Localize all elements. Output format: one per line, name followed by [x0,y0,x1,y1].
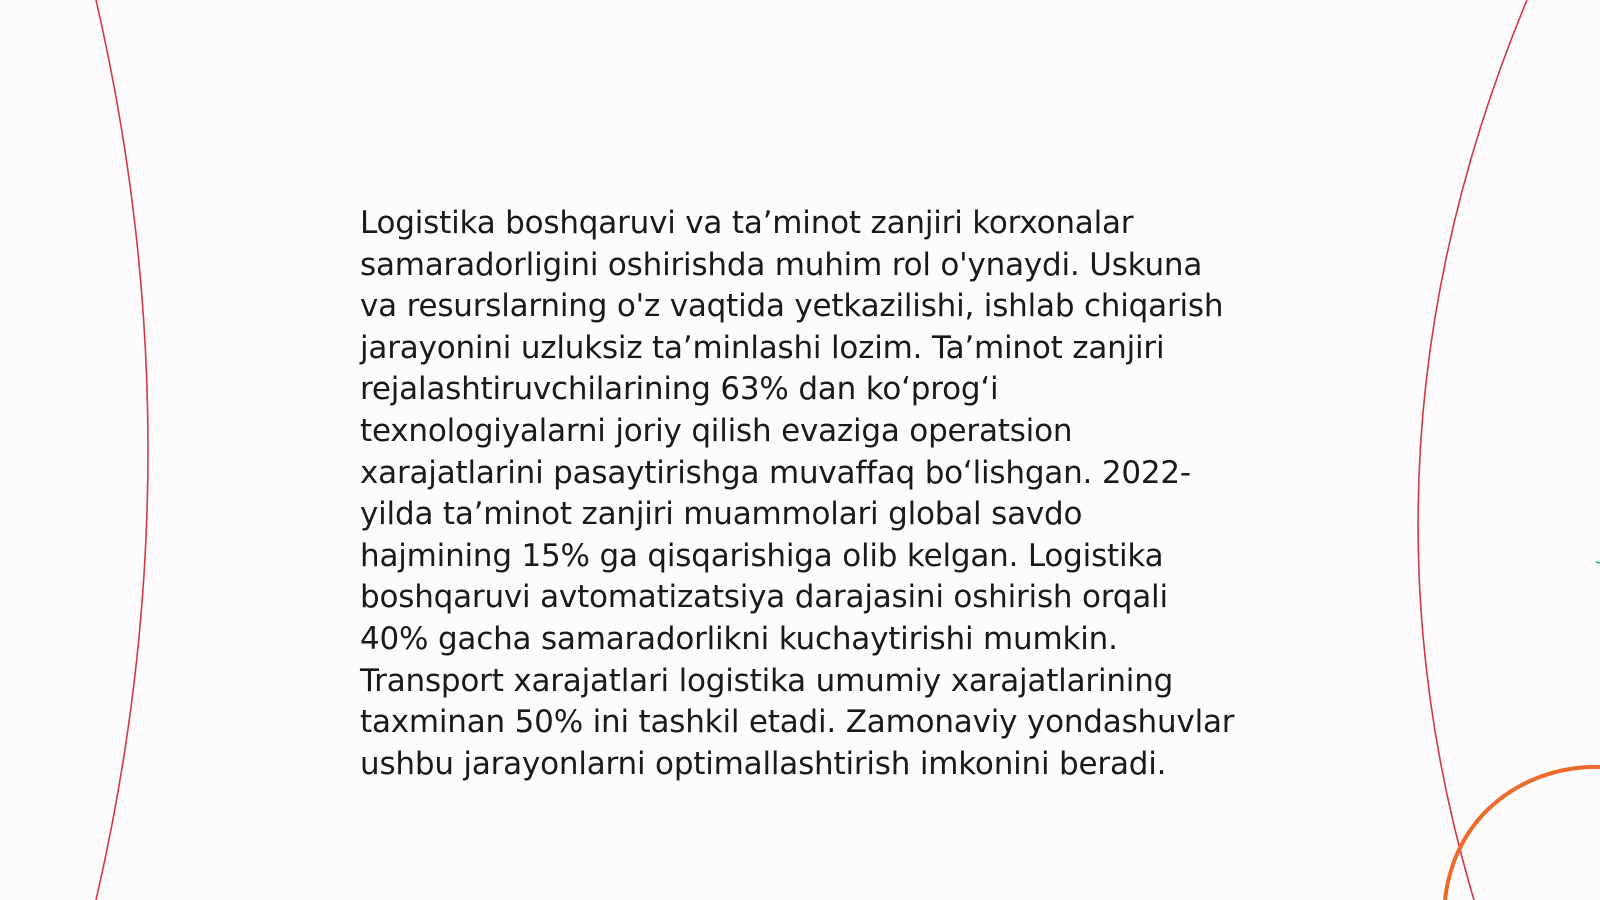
body-paragraph: Logistika boshqaruvi va ta’minot zanjiri korxonalar samaradorligini oshirishda muhim rol o'ynaydi. Uskuna va resurslarning o'z vaqtida yetkazilishi, ishlab chiqarish jarayonini uzluksiz ta’minlashi lozim. Ta’minot zanjiri rejalashtiruvchilarining 63% dan ko‘prog‘i texnologiyalarni joriy qilish evaziga operatsion xarajatlarini pasaytirishga muvaffaq bo‘lishgan. 2022-yilda ta’minot zanjiri muammolari global savdo hajmining 15% ga qisqarishiga olib kelgan. Logistika boshqaruvi avtomatizatsiya darajasini oshirish orqali 40% gacha samaradorlikni kuchaytirishi mumkin. Transport xarajatlari logistika umumiy xarajatlarining taxminan 50% ini tashkil etadi. Zamonaviy yondashuvlar ushbu jarayonlarni optimallashtirish imkonini beradi. [360,205,1235,782]
right-arc-line [1418,0,1527,900]
left-arc-line [96,0,148,900]
green-tick-mark [1596,562,1600,563]
